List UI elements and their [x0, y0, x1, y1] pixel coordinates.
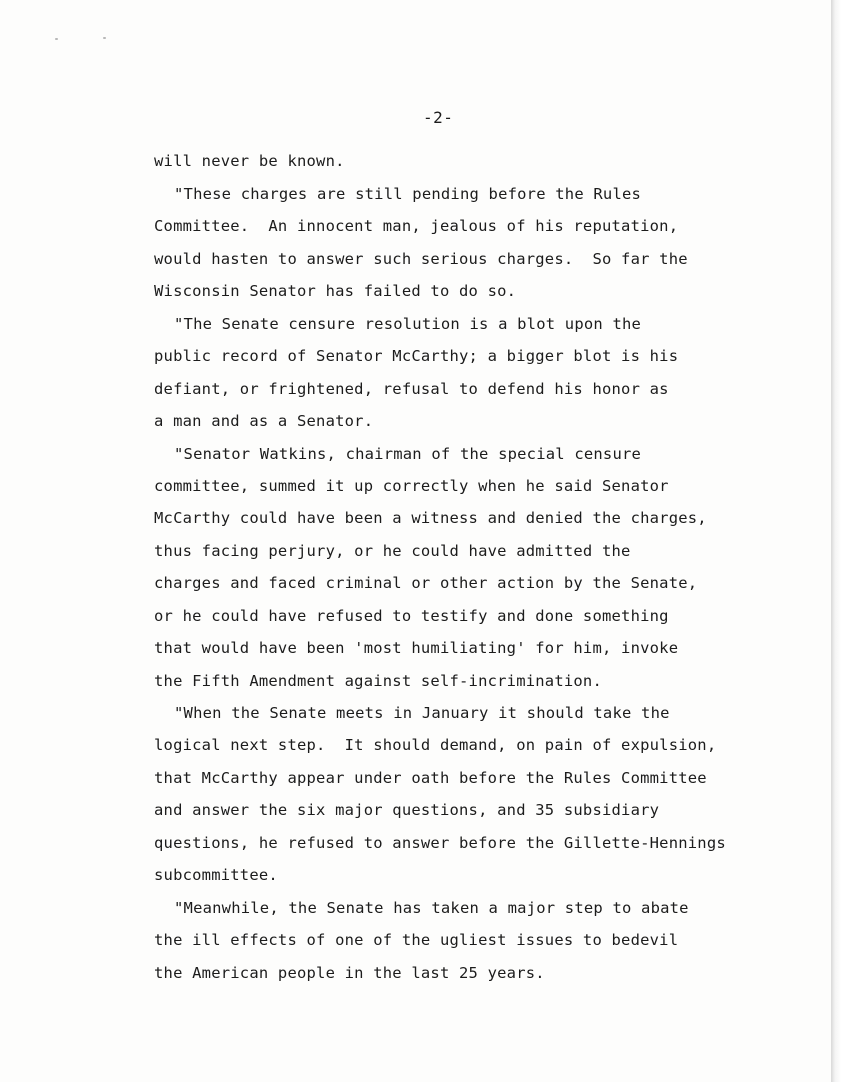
text-line: or he could have refused to testify and done something	[154, 607, 669, 625]
paper-speck	[103, 37, 106, 39]
text-line: the Fifth Amendment against self-incrimination.	[154, 672, 602, 690]
page-number: -2-	[423, 108, 454, 127]
text-line: would hasten to answer such serious charges. So far the	[154, 250, 688, 268]
text-line: Committee. An innocent man, jealous of his reputation,	[154, 217, 679, 235]
text-line: "These charges are still pending before the Rules	[174, 185, 642, 203]
text-line: "Meanwhile, the Senate has taken a major step to abate	[174, 899, 689, 917]
text-line: charges and faced criminal or other action by the Senate,	[154, 574, 698, 592]
text-line: and answer the six major questions, and 35 subsidiary	[154, 801, 660, 819]
page-edge-shadow	[831, 0, 841, 1082]
text-line: thus facing perjury, or he could have admitted the	[154, 542, 631, 560]
paper-speck	[55, 38, 58, 40]
text-line: the American people in the last 25 years.	[154, 964, 545, 982]
text-line: "Senator Watkins, chairman of the special censure	[174, 445, 642, 463]
text-line: committee, summed it up correctly when he said Senator	[154, 477, 669, 495]
text-line: a man and as a Senator.	[154, 412, 374, 430]
text-line: questions, he refused to answer before the Gillette-Hennings	[154, 834, 726, 852]
text-line: McCarthy could have been a witness and denied the charges,	[154, 509, 707, 527]
text-line: "The Senate censure resolution is a blot upon the	[174, 315, 642, 333]
text-line: that would have been 'most humiliating' for him, invoke	[154, 639, 679, 657]
text-line: "When the Senate meets in January it should take the	[174, 704, 670, 722]
text-line: that McCarthy appear under oath before the Rules Committee	[154, 769, 707, 787]
text-line: Wisconsin Senator has failed to do so.	[154, 282, 517, 300]
text-line: subcommittee.	[154, 866, 278, 884]
text-line: logical next step. It should demand, on pain of expulsion,	[154, 736, 717, 754]
text-line: public record of Senator McCarthy; a bigger blot is his	[154, 347, 679, 365]
text-line: the ill effects of one of the ugliest issues to bedevil	[154, 931, 679, 949]
text-line: defiant, or frightened, refusal to defend his honor as	[154, 380, 669, 398]
text-line: will never be known.	[154, 152, 345, 170]
